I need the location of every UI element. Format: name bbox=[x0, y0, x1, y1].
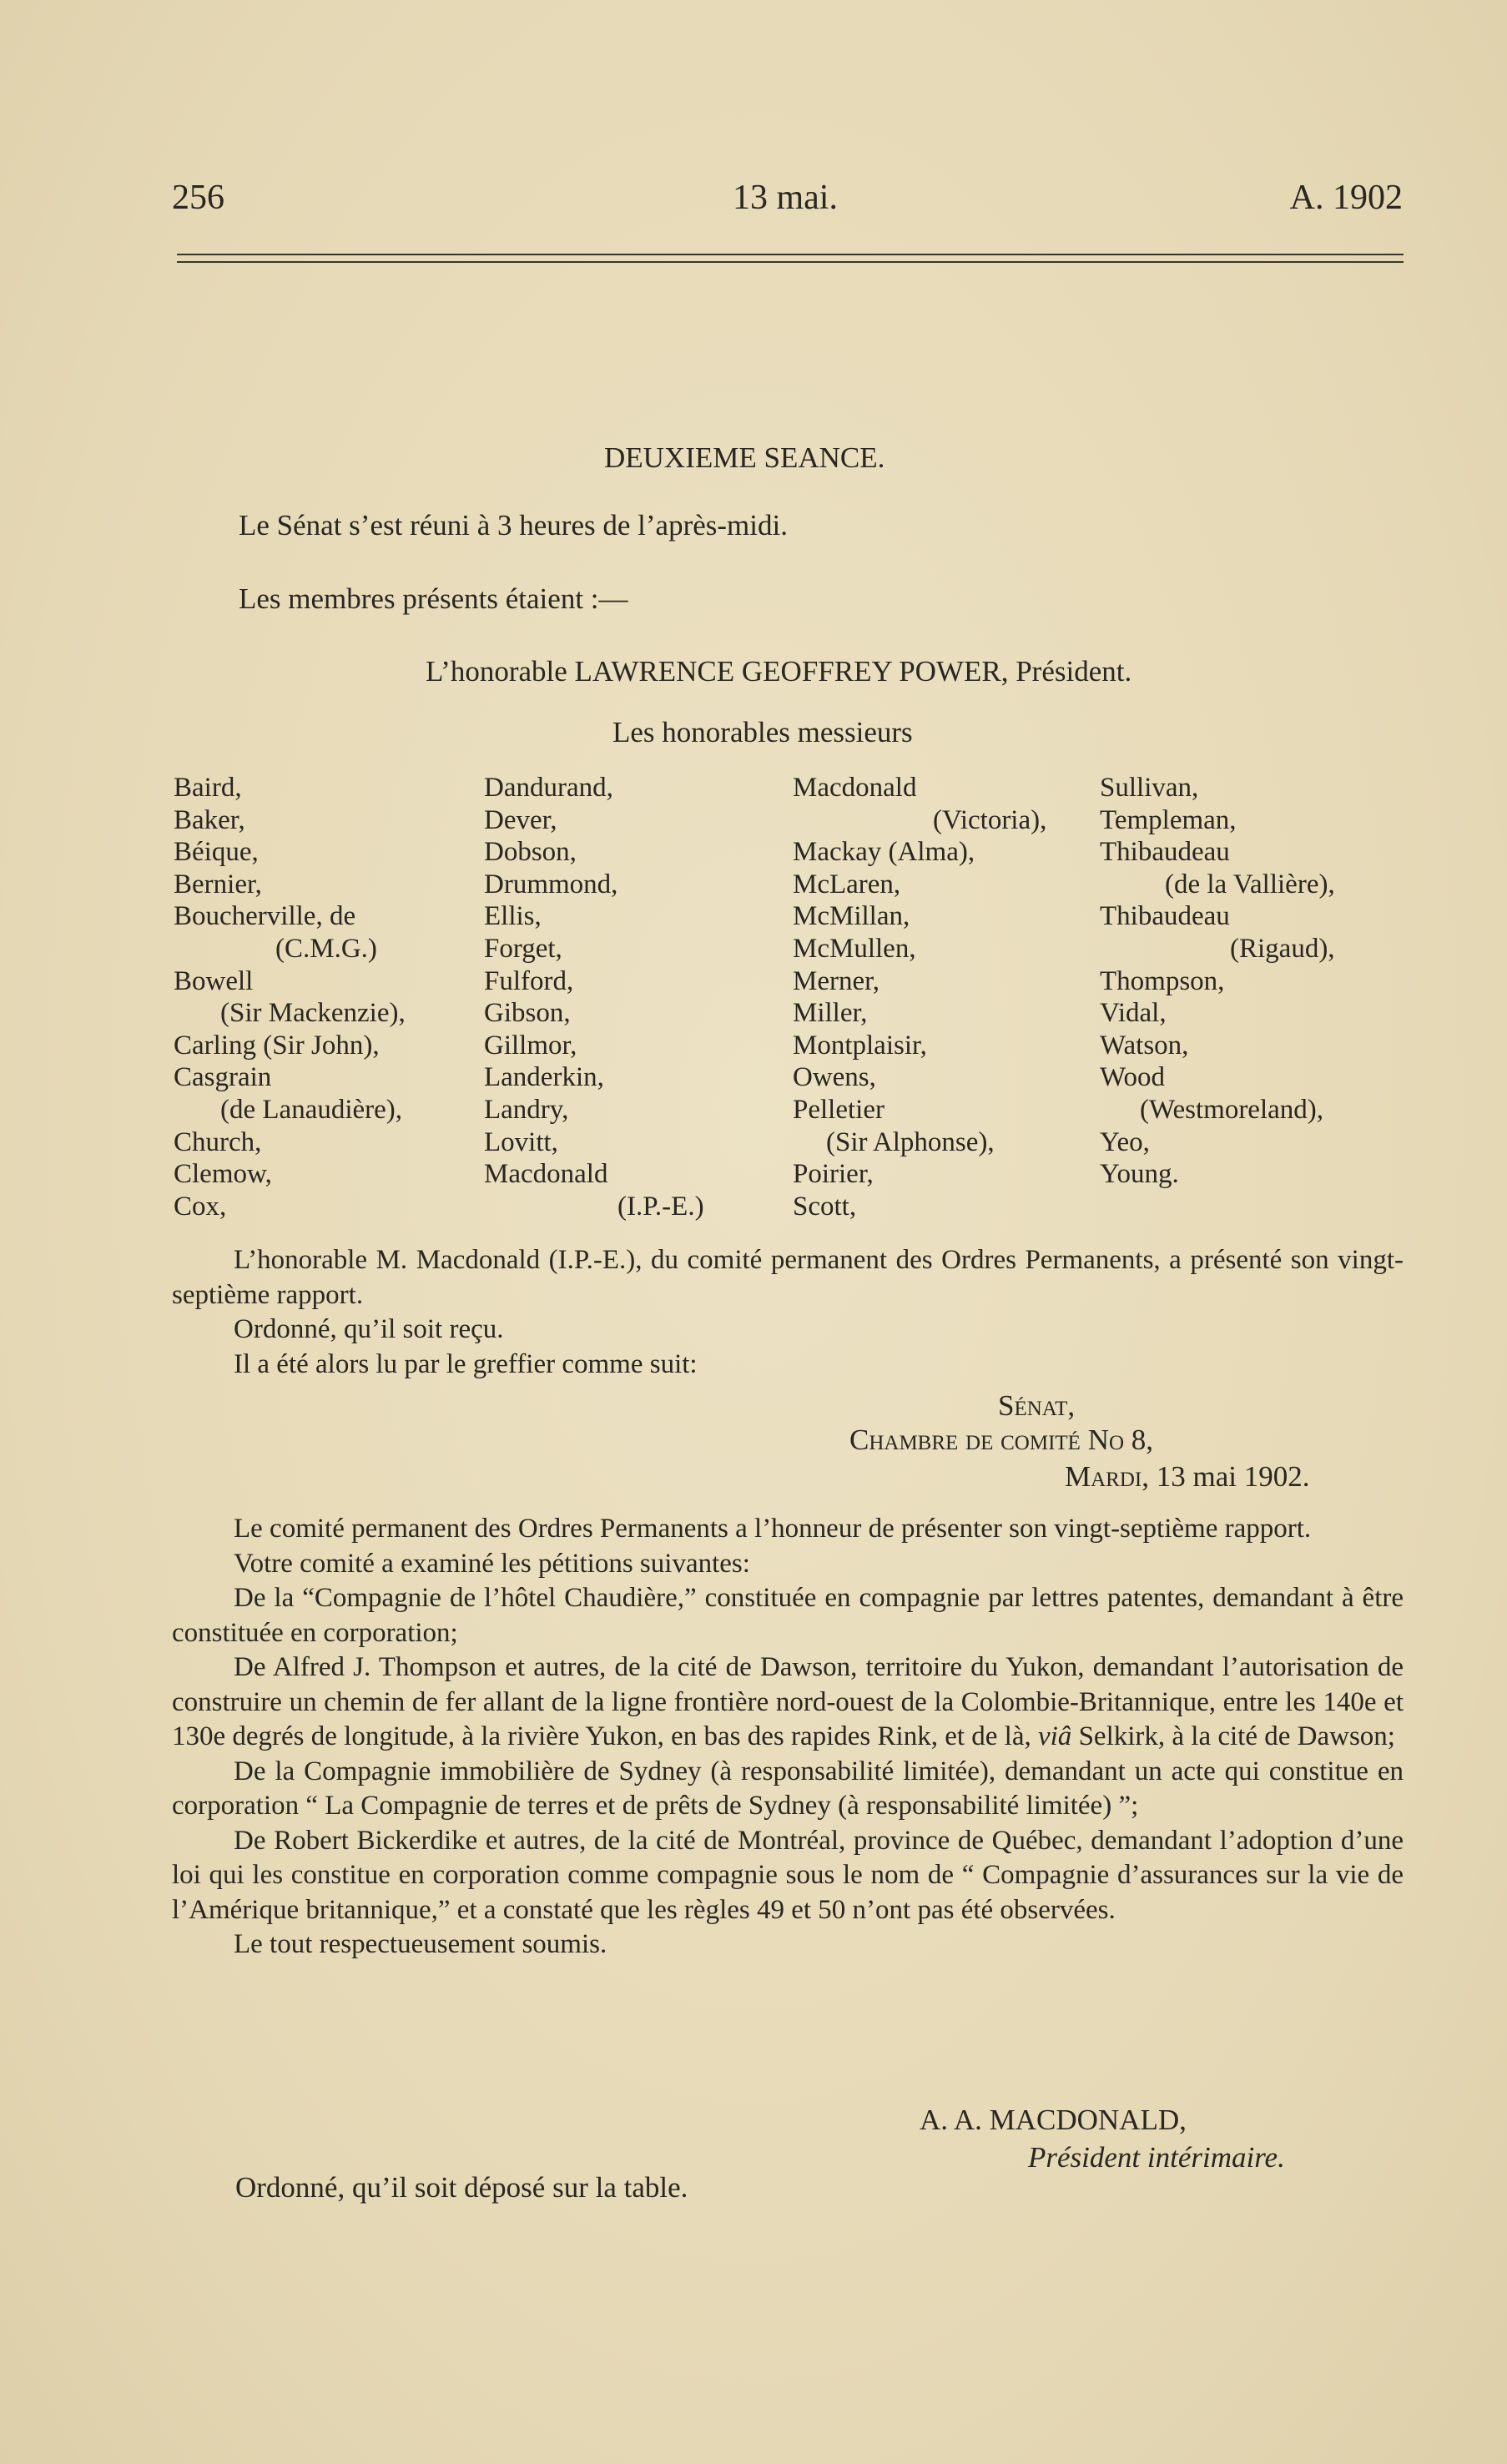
member-name: Young. bbox=[1100, 1159, 1179, 1190]
report-paragraph: Votre comité a examiné les pétitions suivantes: bbox=[234, 1548, 750, 1579]
member-name: Lovitt, bbox=[484, 1126, 558, 1157]
member-name: (I.P.-E.) bbox=[617, 1191, 704, 1222]
member-name: Watson, bbox=[1100, 1030, 1189, 1061]
petition-paragraph: De la Compagnie immobilière de Sydney (à responsabilité limitée), demandant un acte qui constitue en corporation “ La Compagnie de terres et de prêts de Sydney (à responsabilité limitée) ”; bbox=[172, 1756, 1404, 1821]
ordered-received: Ordonné, qu’il soit reçu. bbox=[234, 1314, 504, 1344]
report-day: Mardi, bbox=[1065, 1460, 1149, 1493]
member-name: Thibaudeau bbox=[1100, 837, 1230, 868]
member-name: Vidal, bbox=[1100, 998, 1167, 1029]
report-intro bbox=[172, 1243, 1404, 1382]
member-name: Wood bbox=[1100, 1062, 1166, 1093]
president-line: L’honorable LAWRENCE GEOFFREY POWER, Président. bbox=[426, 655, 1132, 688]
member-name: (Victoria), bbox=[933, 804, 1047, 835]
member-name: (de Lanaudière), bbox=[220, 1094, 403, 1125]
signature-name: A. A. MACDONALD, bbox=[920, 2104, 1187, 2136]
member-name: Poirier, bbox=[793, 1159, 874, 1190]
member-name: Cox, bbox=[174, 1191, 227, 1222]
member-name: (Sir Mackenzie), bbox=[220, 998, 406, 1029]
closing-order: Ordonné, qu’il soit déposé sur la table. bbox=[235, 2171, 688, 2204]
member-name: Owens, bbox=[793, 1062, 876, 1093]
member-name: (Rigaud), bbox=[1230, 933, 1335, 964]
member-name: (de la Vallière), bbox=[1165, 869, 1335, 899]
member-name: Dobson, bbox=[484, 837, 577, 868]
member-name: Macdonald bbox=[484, 1159, 608, 1190]
member-name: Dandurand, bbox=[484, 773, 613, 803]
page-number: 256 bbox=[172, 179, 224, 217]
member-name: Forget, bbox=[484, 933, 562, 964]
member-name: Pelletier bbox=[793, 1094, 885, 1125]
member-name: Mackay (Alma), bbox=[793, 837, 975, 868]
report-closing: Le tout respectueusement soumis. bbox=[234, 1929, 607, 1959]
members-column-1 bbox=[174, 772, 406, 1222]
member-name: Baird, bbox=[174, 773, 242, 803]
member-name: (C.M.G.) bbox=[275, 933, 377, 964]
member-name: McLaren, bbox=[793, 869, 901, 899]
member-name: Templeman, bbox=[1100, 804, 1237, 835]
report-heading-date bbox=[1065, 1460, 1309, 1494]
member-name: Scott, bbox=[793, 1191, 857, 1222]
member-name: Gillmor, bbox=[484, 1030, 577, 1061]
report-intro-paragraph: L’honorable M. Macdonald (I.P.-E.), du comité permanent des Ordres Permanents, a présenté son vingt-septième rapport. bbox=[172, 1245, 1404, 1310]
petition-paragraph bbox=[172, 1650, 1404, 1755]
members-column-2 bbox=[484, 772, 704, 1222]
honorables-heading: Les honorables messieurs bbox=[612, 716, 913, 748]
member-name: (Sir Alphonse), bbox=[826, 1126, 995, 1157]
petition-text: De Alfred J. Thompson et autres, de la cité de Dawson, territoire du Yukon, demandant l’autorisation de construire un chemin de fer allant de la ligne frontière nord-ouest de la Colombie-Britannique, entre les 140e et 130e degrés de longitude, à la rivière Yukon, en bas des rapides Rink, et de là, bbox=[172, 1652, 1404, 1751]
member-name: Bowell bbox=[174, 965, 254, 996]
header-rule-top bbox=[177, 254, 1404, 255]
section-title: DEUXIEME SEANCE. bbox=[604, 441, 885, 474]
petition-paragraph: De la “Compagnie de l’hôtel Chaudière,” constituée en compagnie par lettres patentes, demandant à être constituée en corporation; bbox=[172, 1583, 1404, 1648]
member-name: Bernier, bbox=[174, 869, 262, 899]
header-rule-bottom bbox=[177, 261, 1404, 263]
member-name: Ellis, bbox=[484, 901, 542, 932]
member-name: Yeo, bbox=[1100, 1126, 1150, 1157]
member-name: Thompson, bbox=[1100, 965, 1225, 996]
member-name: Landerkin, bbox=[484, 1062, 604, 1093]
report-heading-senate: Sénat, bbox=[998, 1389, 1076, 1422]
member-name: Carling (Sir John), bbox=[174, 1030, 380, 1061]
member-name: Thibaudeau bbox=[1100, 901, 1230, 932]
report-date: 13 mai 1902. bbox=[1156, 1460, 1310, 1493]
member-name: Boucherville, de bbox=[174, 901, 356, 932]
members-column-3 bbox=[793, 772, 1046, 1222]
member-name: Casgrain bbox=[174, 1062, 272, 1093]
opening-line: Le Sénat s’est réuni à 3 heures de l’après-midi. bbox=[239, 509, 788, 542]
petition-paragraph: De Robert Bickerdike et autres, de la cité de Montréal, province de Québec, demandant l’adoption d’une loi qui les constitue en corporation comme compagnie sous le nom de “ Compagnie d’assurances sur la vie de l’Amérique britannique,” et a constaté que les règles 49 et 50 n’ont pas été observées. bbox=[172, 1825, 1404, 1925]
petition-text: Selkirk, à la cité de Dawson; bbox=[1078, 1721, 1395, 1751]
members-column-4 bbox=[1100, 772, 1335, 1191]
report-body bbox=[172, 1512, 1404, 1963]
report-paragraph: Le comité permanent des Ordres Permanents a l’honneur de présenter son vingt-septième rapport. bbox=[234, 1514, 1312, 1544]
page-year: A. 1902 bbox=[1289, 179, 1403, 217]
member-name: Baker, bbox=[174, 804, 245, 835]
member-name: Church, bbox=[174, 1126, 262, 1157]
member-name: Macdonald bbox=[793, 773, 917, 803]
member-name: Miller, bbox=[793, 998, 868, 1029]
petition-italic: viâ bbox=[1037, 1721, 1072, 1751]
member-name: Montplaisir, bbox=[793, 1030, 927, 1061]
report-heading-room: Chambre de comité No 8, bbox=[849, 1423, 1154, 1456]
member-name: Fulford, bbox=[484, 965, 574, 996]
page-date: 13 mai. bbox=[733, 179, 838, 217]
member-name: (Westmoreland), bbox=[1140, 1094, 1324, 1125]
member-name: Merner, bbox=[793, 965, 880, 996]
member-name: Landry, bbox=[484, 1094, 569, 1125]
member-name: McMillan, bbox=[793, 901, 910, 932]
member-name: Gibson, bbox=[484, 998, 571, 1029]
member-name: Drummond, bbox=[484, 869, 618, 899]
read-by-clerk: Il a été alors lu par le greffier comme suit: bbox=[234, 1348, 698, 1379]
member-name: Dever, bbox=[484, 804, 557, 835]
signature-title: Président intérimaire. bbox=[1028, 2141, 1285, 2174]
member-name: McMullen, bbox=[793, 933, 916, 964]
member-name: Béique, bbox=[174, 837, 259, 868]
member-name: Clemow, bbox=[174, 1159, 272, 1190]
member-name: Sullivan, bbox=[1100, 773, 1199, 803]
members-intro: Les membres présents étaient :— bbox=[239, 582, 628, 615]
